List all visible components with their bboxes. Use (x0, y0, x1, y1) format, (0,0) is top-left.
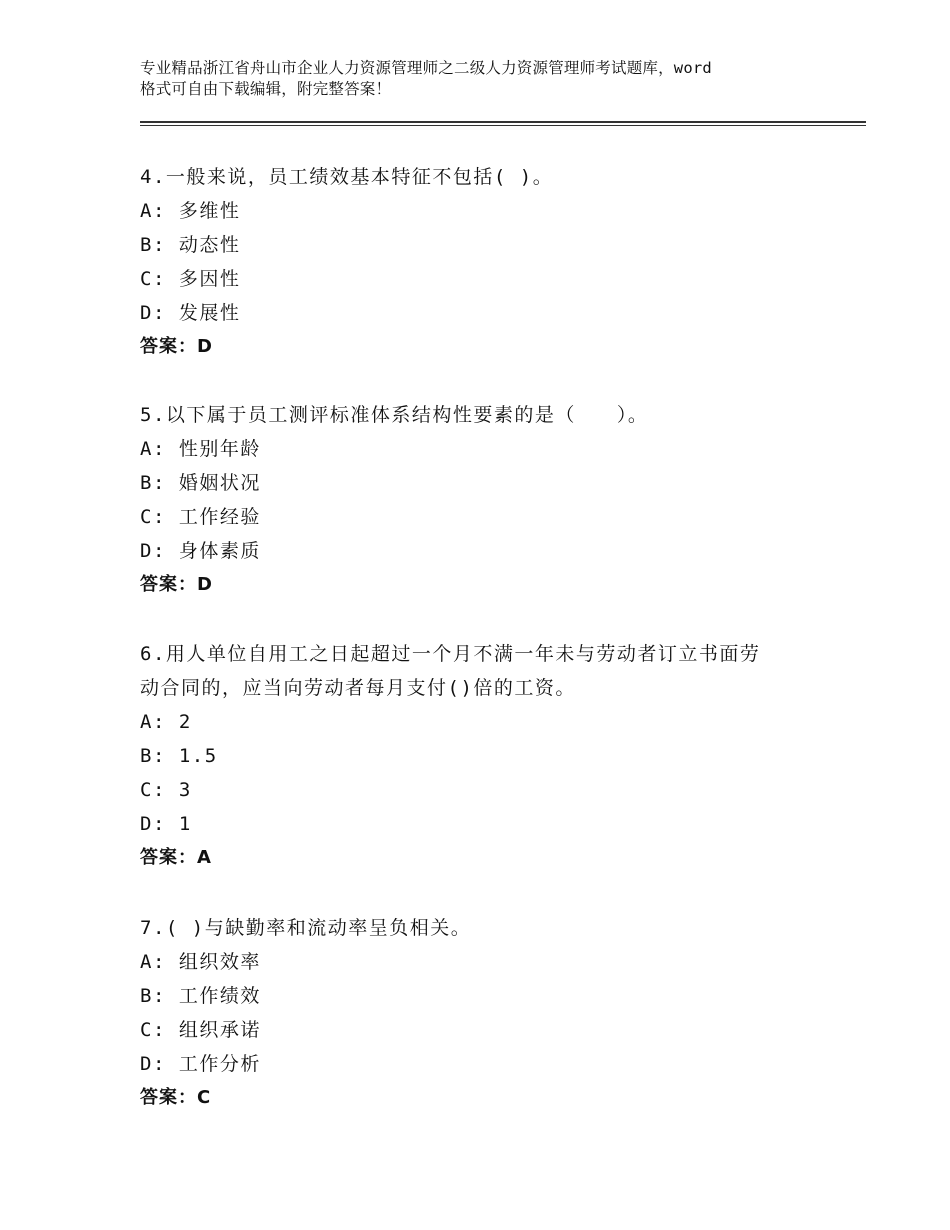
option-b: B: 1.5 (140, 745, 218, 767)
answer-label: 答案：D (140, 574, 213, 595)
option-d: D: 工作分析 (140, 1053, 261, 1075)
option-a: A: 2 (140, 711, 192, 733)
answer-label: 答案：D (140, 336, 213, 357)
question-stem-line-2: 动合同的，应当向劳动者每月支付()倍的工资。 (140, 677, 576, 699)
option-c: C: 多因性 (140, 268, 241, 290)
option-c: C: 工作经验 (140, 506, 261, 528)
question-stem-line-1: 6.用人单位自用工之日起超过一个月不满一年未与劳动者订立书面劳 (140, 643, 761, 665)
header-divider-thin (140, 125, 866, 126)
question-block (140, 911, 810, 1115)
option-d: D: 身体素质 (140, 540, 261, 562)
option-b: B: 动态性 (140, 234, 241, 256)
answer-label: 答案：C (140, 1087, 212, 1108)
option-a: A: 性别年龄 (140, 438, 261, 460)
question-stem: 7.( )与缺勤率和流动率呈负相关。 (140, 917, 472, 939)
header-line-2: 格式可自由下载编辑，附完整答案！ (140, 80, 392, 98)
header-line-1: 专业精品浙江省舟山市企业人力资源管理师之二级人力资源管理师考试题库，word (140, 59, 712, 77)
question-block (140, 398, 810, 602)
question-block (140, 637, 810, 875)
header-divider-thick (140, 121, 866, 123)
option-d: D: 1 (140, 813, 192, 835)
option-c: C: 组织承诺 (140, 1019, 261, 1041)
option-a: A: 多维性 (140, 200, 241, 222)
option-a: A: 组织效率 (140, 951, 261, 973)
document-header (140, 58, 840, 100)
option-d: D: 发展性 (140, 302, 241, 324)
question-stem: 4.一般来说，员工绩效基本特征不包括( )。 (140, 166, 554, 188)
option-c: C: 3 (140, 779, 192, 801)
option-b: B: 工作绩效 (140, 985, 261, 1007)
question-block (140, 160, 810, 364)
answer-label: 答案：A (140, 847, 212, 868)
option-b: B: 婚姻状况 (140, 472, 261, 494)
question-stem: 5.以下属于员工测评标准体系结构性要素的是（ ）。 (140, 404, 649, 426)
